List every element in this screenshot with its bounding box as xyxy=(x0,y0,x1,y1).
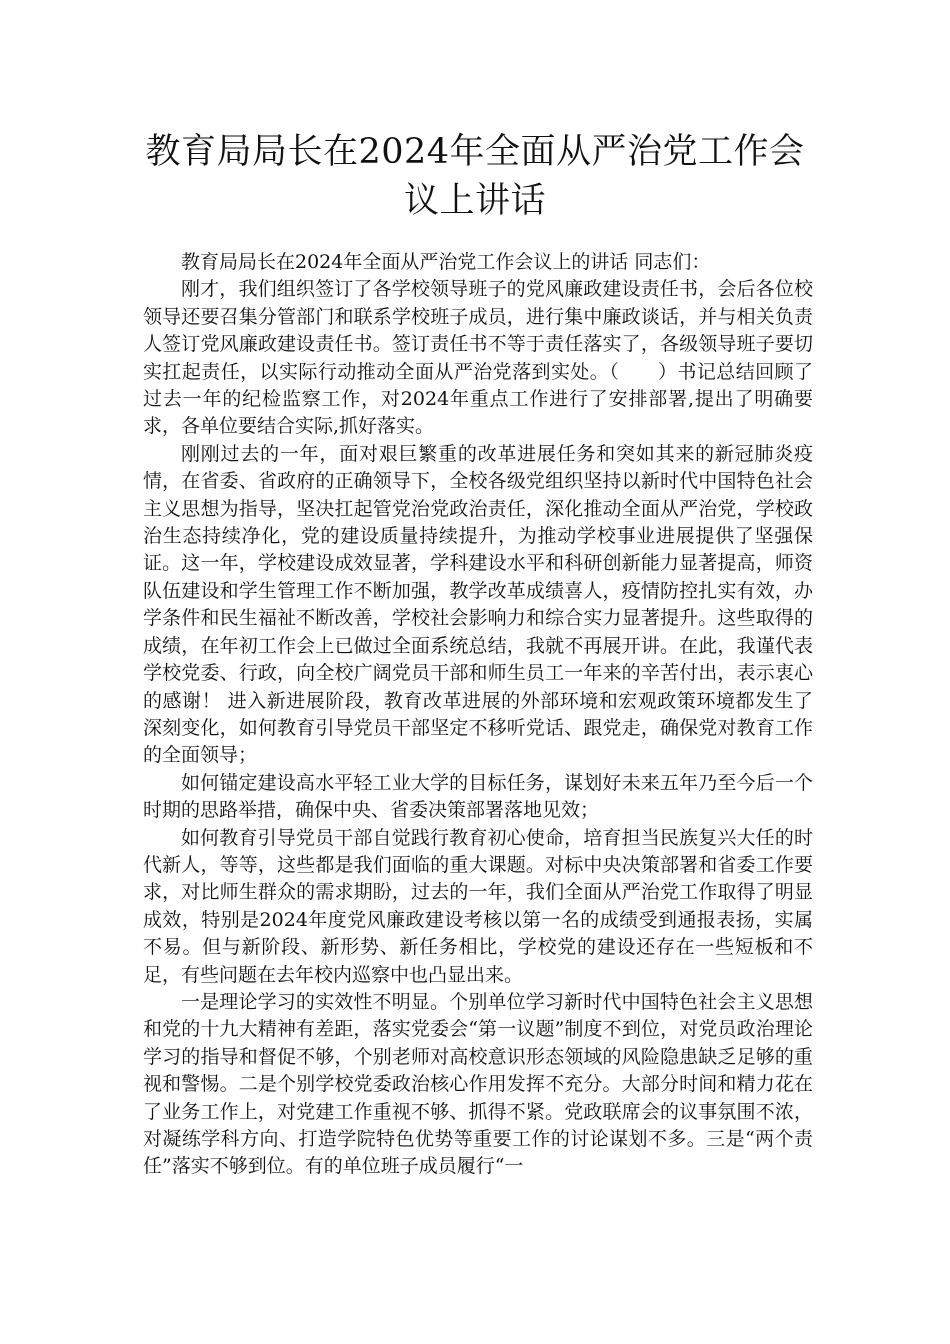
paragraph-goal-tasks: 如何锚定建设高水平轻工业大学的目标任务，谋划好未来五年乃至今后一个时期的思路举措，确保中央、省委决策部署落地见效； xyxy=(143,771,813,822)
paragraph-responsibility-letter: 刚才，我们组织签订了各学校领导班子的党风廉政建设责任书，会后各位校领导还要召集分管部门和联系学校班子成员，进行集中廉政谈话，并与相关负责人签订党风廉政建设责任书。签订责任书不等于责任落实了，各级领导班子要切实扛起责任，以实际行动推动全面从严治党落到实处。（ ）书记总结回顾了过去一年的纪检监察工作，对2024年重点工作进行了安排部署,提出了明确要求，各单位要结合实际,抓好落实。 xyxy=(143,278,813,438)
paragraph-challenges: 如何教育引导党员干部自觉践行教育初心使命，培育担当民族复兴大任的时代新人，等等，这些都是我们面临的重大课题。对标中央决策部署和省委工作要求，对比师生群众的需求期盼，过去的一年，我们全面从严治党工作取得了明显成效，特别是2024年度党风廉政建设考核以第一名的成绩受到通报表扬，实属不易。但与新阶段、新形势、新任务相比，学校党的建设还存在一些短板和不足，有些问题在去年校内巡察中也凸显出来。 xyxy=(143,826,813,986)
paragraph-greeting: 教育局局长在2024年全面从严治党工作会议上的讲话 同志们： xyxy=(181,251,711,273)
paragraph-past-year-review: 刚刚过去的一年，面对艰巨繁重的改革进展任务和突如其来的新冠肺炎疫情，在省委、省政府的正确领导下，全校各级党组织坚持以新时代中国特色社会主义思想为指导，坚决扛起管党治党政治责任，深化推动全面从严治党，学校政治生态持续净化，党的建设质量持续提升，为推动学校事业进展提供了坚强保证。这一年，学校建设成效显著，学科建设水平和科研创新能力显著提高，师资队伍建设和学生管理工作不断加强，教学改革成绩喜人，疫情防控扎实有效，办学条件和民生福祉不断改善，学校社会影响力和综合实力显著提升。这些取得的成绩，在年初工作会上已做过全面系统总结，我就不再展开讲。在此，我谨代表学校党委、行政，向全校广阔党员干部和师生员工一年来的辛苦付出，表示衷心的感谢！ 进入新进展阶段，教育改革进展的外部环境和宏观政策环境都发生了深刻变化，如何教育引导党员干部坚定不移听党话、跟党走，确保党对教育工作的全面领导； xyxy=(143,442,813,767)
document-body xyxy=(143,249,813,1181)
paragraph-problems-list: 一是理论学习的实效性不明显。个别单位学习新时代中国特色社会主义思想和党的十九大精神有差距，落实党委会“第一议题”制度不到位，对党员政治理论学习的指导和督促不够，个别老师对高校意识形态领域的风险隐患缺乏足够的重视和警惕。二是个别学校党委政治核心作用发挥不充分。大部分时间和精力花在了业务工作上，对党建工作重视不够、抓得不紧。党政联席会的议事氛围不浓，对凝练学科方向、打造学院特色优势等重要工作的讨论谋划不多。三是“两个责任”落实不够到位。有的单位班子成员履行“一 xyxy=(143,990,813,1178)
document-title: 教育局局长在2024年全面从严治党工作会议上讲话 xyxy=(145,132,805,221)
